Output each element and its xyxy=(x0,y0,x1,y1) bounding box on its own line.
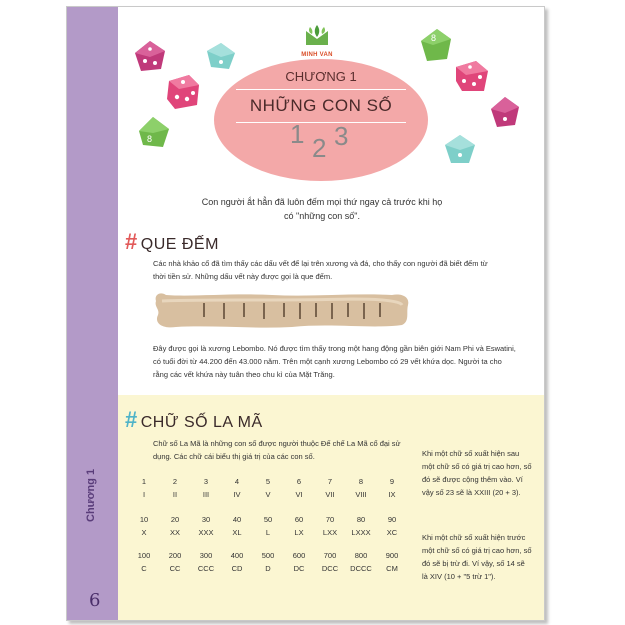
table-cell: 900 xyxy=(385,551,399,560)
table-cell: 80 xyxy=(356,515,366,524)
table-cell: II xyxy=(172,490,178,499)
intro-text: Con người ắt hẳn đã luôn đếm mọi thứ ngay cả trước khi họ có "những con số". xyxy=(201,197,443,221)
section-heading-tally xyxy=(125,229,219,255)
chapter-number: CHƯƠNG 1 xyxy=(285,69,357,84)
table-cell: IV xyxy=(233,490,241,499)
table-cell: 60 xyxy=(294,515,304,524)
logo-text: MINH VAN xyxy=(301,52,333,58)
paragraph: Đây được gọi là xương Lebombo. Nó được tìm thấy trong một hang động gần biên giới Nam Phi và Eswatini, có tuổi đời từ 44.200 đến 43.000 năm. Trên một cạnh xương Lebombo có 29 vết khứa dọc. Người ta cho rằng các vết khứa này tuân theo chu kì của Mặt Trăng. xyxy=(153,344,516,379)
table-cell: 800 xyxy=(354,551,368,560)
section-title: CHỮ SỐ LA MÃ xyxy=(140,414,263,431)
book-page xyxy=(66,6,545,621)
table-cell: 9 xyxy=(389,477,395,486)
dice-icon xyxy=(135,115,171,149)
table-cell: DC xyxy=(293,564,305,573)
chapter-side-label: Chương 1 xyxy=(85,468,97,522)
table-cell: 50 xyxy=(263,515,273,524)
dice-icon xyxy=(417,27,453,63)
table-cell: 500 xyxy=(261,551,275,560)
table-cell: 70 xyxy=(325,515,335,524)
title-digit: 3 xyxy=(334,121,349,151)
side-note: Khi một chữ số xuất hiện sau một chữ số có giá trị cao hơn, số đó sẽ được cộng thêm vào. Ví vậy số 23 sẽ là XXIII (20 + 3). xyxy=(422,449,532,497)
table-cell: 100 xyxy=(137,551,151,560)
table-cell: L xyxy=(265,528,271,537)
table-cell: 700 xyxy=(323,551,337,560)
table-cell: VIII xyxy=(355,490,367,499)
arabic-row xyxy=(129,515,429,527)
table-cell: 3 xyxy=(203,477,209,486)
table-cell: LXXX xyxy=(351,528,371,537)
dice-icon xyxy=(452,57,490,93)
table-cell: 600 xyxy=(292,551,306,560)
table-cell: III xyxy=(202,490,210,499)
publisher-logo xyxy=(295,21,339,58)
dice-icon xyxy=(163,71,203,111)
table-cell: CD xyxy=(231,564,243,573)
chapter-sidebar xyxy=(67,7,118,620)
table-cell: X xyxy=(141,528,147,537)
arabic-row xyxy=(129,477,429,489)
table-cell: XXX xyxy=(198,528,214,537)
roman-row xyxy=(129,490,429,502)
dice-icon xyxy=(443,133,477,165)
table-cell: 40 xyxy=(232,515,242,524)
table-cell: CM xyxy=(386,564,398,573)
hash-icon: # xyxy=(125,229,138,254)
svg-text:8: 8 xyxy=(431,33,437,43)
table-cell: 10 xyxy=(139,515,149,524)
table-cell: 7 xyxy=(327,477,333,486)
table-cell: IX xyxy=(388,490,396,499)
dice-icon xyxy=(133,39,167,73)
table-cell: I xyxy=(142,490,146,499)
table-cell: 300 xyxy=(199,551,213,560)
title-digit: 2 xyxy=(312,133,327,163)
section-heading-roman xyxy=(125,407,263,433)
table-cell: 30 xyxy=(201,515,211,524)
table-cell: D xyxy=(265,564,271,573)
table-cell: VI xyxy=(295,490,303,499)
table-cell: XX xyxy=(169,528,180,537)
table-cell: C xyxy=(141,564,147,573)
section-title: QUE ĐẾM xyxy=(140,236,219,253)
roman-row xyxy=(129,528,429,540)
table-cell: VII xyxy=(325,490,335,499)
table-cell: 200 xyxy=(168,551,182,560)
table-cell: DCC xyxy=(321,564,339,573)
chapter-title: NHỮNG CON SỐ xyxy=(249,96,393,115)
roman-row xyxy=(129,564,429,576)
table-cell: LX xyxy=(294,528,304,537)
table-cell: 5 xyxy=(265,477,271,486)
table-cell: XL xyxy=(232,528,242,537)
table-cell: DCCC xyxy=(350,564,372,573)
logo-icon xyxy=(302,21,332,47)
paragraph: Các nhà khảo cổ đã tìm thấy các dấu vết để lại trên xương và đá, cho thấy con người đã biết đếm từ thời tiền sử. Những dấu vết này được gọi là que đếm. xyxy=(153,259,488,281)
arabic-row xyxy=(129,551,429,563)
svg-text:8: 8 xyxy=(147,134,153,144)
table-cell: 20 xyxy=(170,515,180,524)
table-cell: CC xyxy=(169,564,181,573)
chapter-title-oval xyxy=(214,59,428,181)
table-cell: 90 xyxy=(387,515,397,524)
paragraph: Chữ số La Mã là những con số được người thuộc Đế chế La Mã cổ đại sử dụng. Các chữ cái biểu thị giá trị của các con số. xyxy=(153,439,401,461)
table-cell: V xyxy=(265,490,271,499)
dice-icon xyxy=(205,41,237,71)
table-cell: 400 xyxy=(230,551,244,560)
title-digit: 1 xyxy=(290,119,305,149)
hash-icon: # xyxy=(125,407,138,432)
table-cell: CCC xyxy=(197,564,215,573)
table-cell: LXX xyxy=(322,528,338,537)
table-cell: 2 xyxy=(172,477,178,486)
page-number: 6 xyxy=(89,590,101,611)
side-note: Khi một chữ số xuất hiện trước một chữ số có giá trị cao hơn, số đó sẽ bị trừ đi. Ví vậy, số 14 sẽ là XIV (10 + "5 trừ 1"). xyxy=(422,533,532,581)
dice-icon xyxy=(489,95,521,129)
table-cell: 8 xyxy=(358,477,364,486)
table-cell: XC xyxy=(386,528,398,537)
table-cell: 6 xyxy=(296,477,302,486)
table-cell: 1 xyxy=(141,477,147,486)
table-cell: 4 xyxy=(234,477,240,486)
lebombo-bone-image xyxy=(152,287,412,332)
